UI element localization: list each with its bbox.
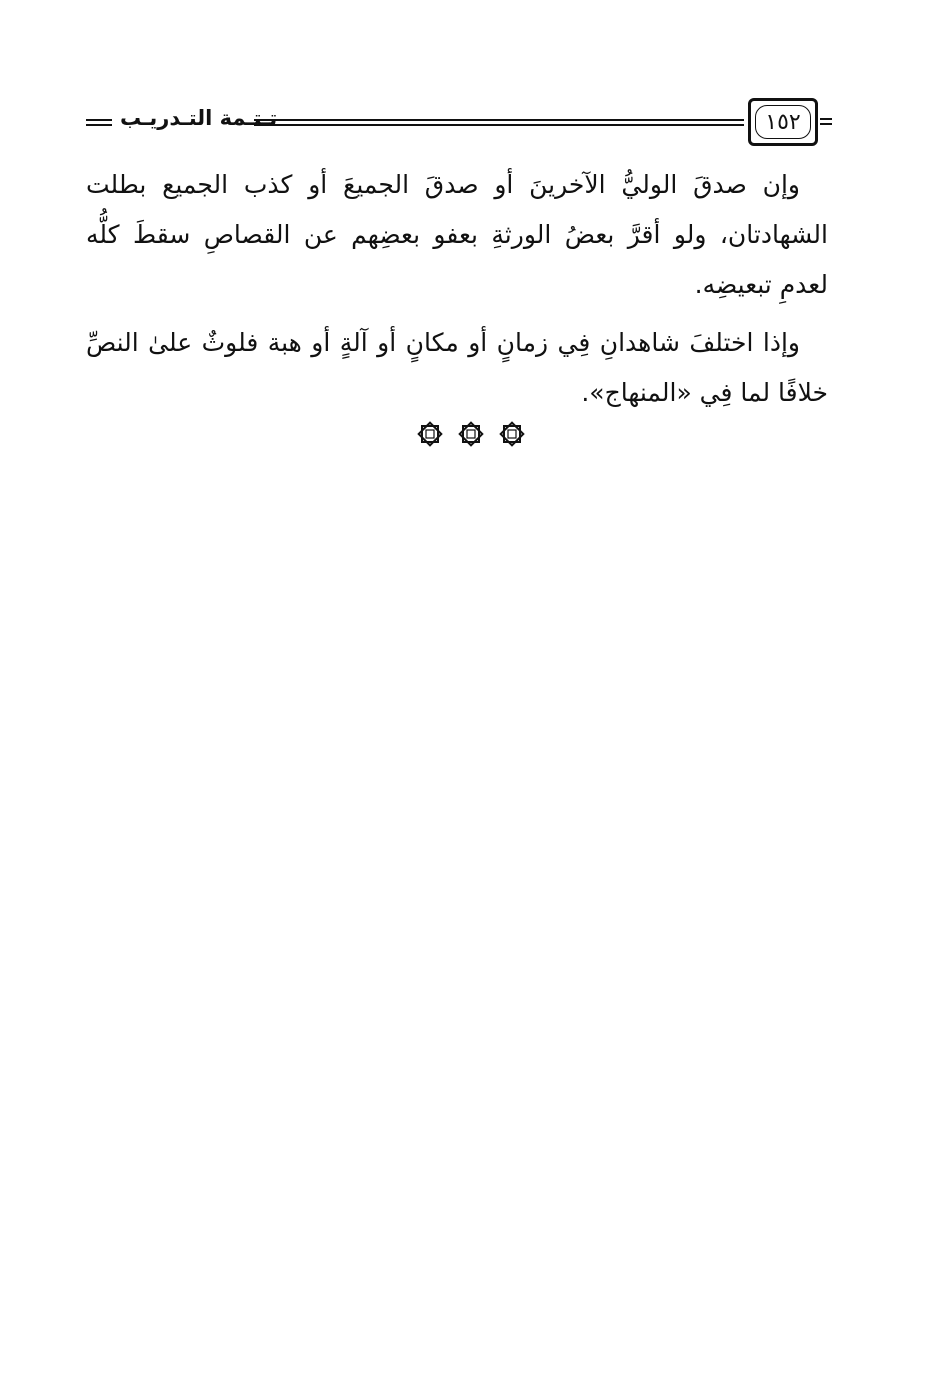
header-rule-right (820, 118, 832, 125)
eight-point-star-icon (416, 420, 444, 448)
header-rule-left (86, 119, 112, 126)
header-double-rule (254, 119, 744, 126)
running-title: تـتـمة التـدريـب (120, 106, 278, 130)
body-text (86, 160, 828, 426)
page-number: ١٥٢ (755, 105, 811, 139)
running-header (86, 98, 832, 148)
section-end-ornaments (0, 420, 942, 448)
paragraph: وإذا اختلفَ شاهدانِ فِي زمانٍ أو مكانٍ أو آلةٍ أو هبة فلوثٌ علىٰ النصِّ خلافًا لما فِي «المنهاج». (86, 328, 828, 407)
page-number-frame (748, 98, 818, 146)
eight-point-star-icon (457, 420, 485, 448)
eight-point-star-icon (498, 420, 526, 448)
paragraph: وإن صدقَ الوليُّ الآخرينَ أو صدقَ الجميعَ أو كذب الجميع بطلت الشهادتان، ولو أقرَّ بعضُ الورثةِ بعفو بعضِهم عن القصاصِ سقطَ كلُّه لعدمِ تبعيضِه. (86, 170, 828, 299)
